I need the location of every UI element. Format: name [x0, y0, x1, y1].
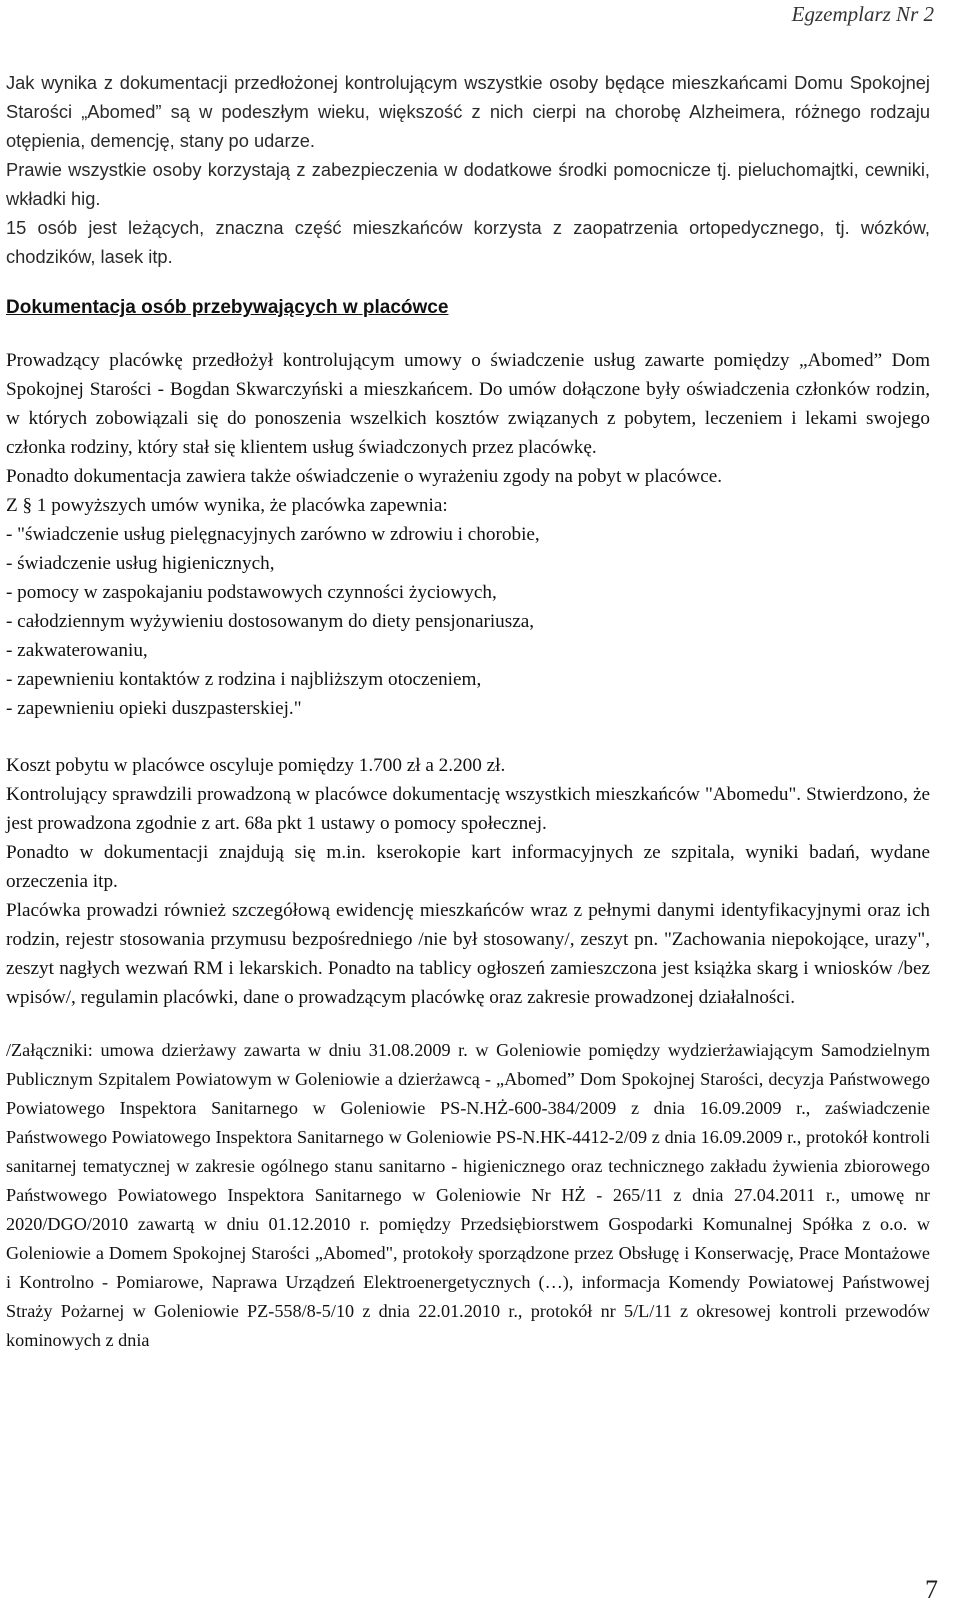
list-item: - pomocy w zaspokajaniu podstawowych czynności życiowych,: [6, 582, 497, 603]
section-heading: Dokumentacja osób przebywających w placówce: [6, 297, 449, 318]
list-item: - świadczenie usług higienicznych,: [6, 553, 275, 574]
intro-block: [6, 68, 930, 271]
section-paragraph: Prowadzący placówkę przedłożył kontrolującym umowy o świadczenie usług zawarte pomiędzy „Abomed” Dom Spokojnej Starości - Bogdan Skwarczyński a mieszkańcem. Do umów dołączone były oświadczenia członków rodzin, w których zobowiązali się do ponoszenia wszelkich kosztów związanych z pobytem, leczeniem i lekami swojego członka rodziny, który stał się klientem usług świadczonych przez placówkę.: [6, 350, 930, 458]
page-number: 7: [925, 1575, 938, 1604]
document-body: [6, 68, 930, 1355]
findings-paragraph: Ponadto w dokumentacji znajdują się m.in. kserokopie kart informacyjnych ze szpitala, wyniki badań, wydane orzeczenia itp.: [6, 842, 930, 892]
findings-paragraph: Placówka prowadzi również szczegółową ewidencję mieszkańców wraz z pełnymi danymi identyfikacyjnymi oraz ich rodzin, rejestr stosowania przymusu bezpośredniego /nie był stosowany/, zeszyt pn. "Zachowania niepokojące, urazy", zeszyt nagłych wezwań RM i lekarskich. Ponadto na tablicy ogłoszeń zamieszczona jest książka skarg i wniosków /bez wpisów/, regulamin placówki, dane o prowadzącym placówkę oraz zakresie prowadzonej działalności.: [6, 900, 930, 1008]
list-item: - "świadczenie usług pielęgnacyjnych zarówno w zdrowiu i chorobie,: [6, 524, 540, 545]
intro-paragraph: 15 osób jest leżących, znaczna część mieszkańców korzysta z zaopatrzenia ortopedycznego, tj. wózków, chodzików, lasek itp.: [6, 217, 930, 267]
list-item: - zakwaterowaniu,: [6, 640, 148, 661]
section-body: [6, 346, 930, 723]
findings-paragraph: Koszt pobytu w placówce oscyluje pomiędzy 1.700 zł a 2.200 zł.: [6, 755, 506, 776]
section-paragraph: Z § 1 powyższych umów wynika, że placówka zapewnia:: [6, 495, 448, 516]
intro-paragraph: Jak wynika z dokumentacji przedłożonej kontrolującym wszystkie osoby będące mieszkańcami Domu Spokojnej Starości „Abomed” są w podeszłym wieku, większość z nich cierpi na chorobę Alzheimera, różnego rodzaju otępienia, demencję, stany po udarze.: [6, 72, 930, 151]
services-list: [6, 520, 930, 723]
intro-paragraph: Prawie wszystkie osoby korzystają z zabezpieczenia w dodatkowe środki pomocnicze tj. pieluchomajtki, cewniki, wkładki hig.: [6, 159, 930, 209]
findings-paragraph: Kontrolujący sprawdzili prowadzoną w placówce dokumentację wszystkich mieszkańców "Abomedu". Stwierdzono, że jest prowadzona zgodnie z art. 68a pkt 1 ustawy o pomocy społecznej.: [6, 784, 930, 834]
list-item: - całodziennym wyżywieniu dostosowanym do diety pensjonariusza,: [6, 611, 535, 632]
section-paragraph: Ponadto dokumentacja zawiera także oświadczenie o wyrażeniu zgody na pobyt w placówce.: [6, 466, 723, 487]
findings-block: [6, 751, 930, 1012]
list-item: - zapewnieniu opieki duszpasterskiej.": [6, 698, 302, 719]
attachments-paragraph: /Załączniki: umowa dzierżawy zawarta w dniu 31.08.2009 r. w Goleniowie pomiędzy wydzierżawiającym Samodzielnym Publicznym Szpitalem Powiatowym w Goleniowie a dzierżawcą - „Abomed” Dom Spokojnej Starości, decyzja Państwowego Powiatowego Inspektora Sanitarnego w Goleniowie PS-N.HŻ-600-384/2009 z dnia 16.09.2009 r., zaświadczenie Państwowego Powiatowego Inspektora Sanitarnego w Goleniowie PS-N.HK-4412-2/09 z dnia 16.09.2009 r., protokół kontroli sanitarnej tematycznej w zakresie ogólnego stanu sanitarno - higienicznego oraz technicznego zakładu żywienia zbiorowego Państwowego Powiatowego Inspektora Sanitarnego w Goleniowie Nr HŻ - 265/11 z dnia 27.04.2011 r., umowę nr 2020/DGO/2010 zawartą w dniu 01.12.2010 r. pomiędzy Przedsiębiorstwem Gospodarki Komunalnej Spółka z o.o. w Goleniowie a Domem Spokojnej Starości „Abomed", protokoły sporządzone przez Obsługę i Konserwację, Prace Montażowe i Kontrolno - Pomiarowe, Naprawa Urządzeń Elektroenergetycznych (…), informacja Komendy Powiatowej Państwowej Straży Pożarnej w Goleniowie PZ-558/8-5/10 z dnia 22.01.2010 r., protokół nr 5/L/11 z okresowej kontroli przewodów kominowych z dnia: [6, 1040, 930, 1350]
attachments-block: [6, 1036, 930, 1355]
copy-number-header: Egzemplarz Nr 2: [791, 2, 934, 26]
list-item: - zapewnieniu kontaktów z rodzina i najbliższym otoczeniem,: [6, 669, 482, 690]
